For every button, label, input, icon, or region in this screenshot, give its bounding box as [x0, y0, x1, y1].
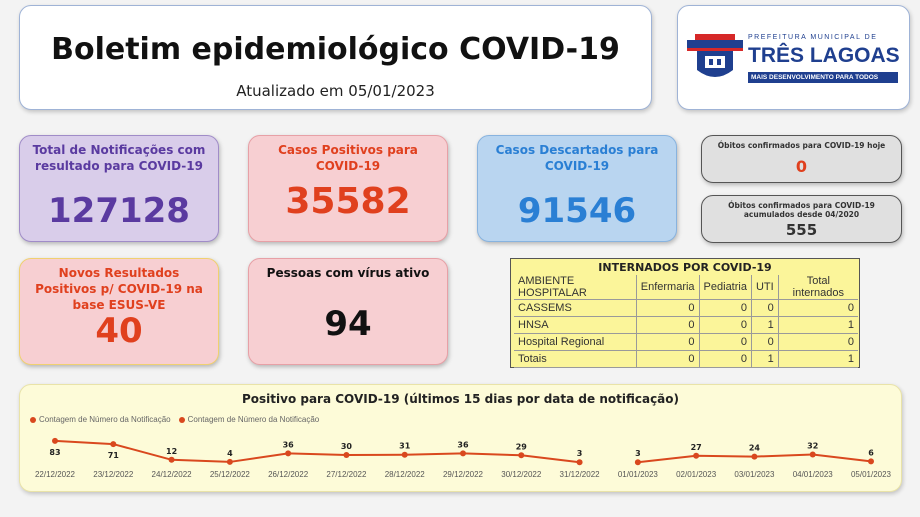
card-total-notificacoes	[19, 135, 219, 242]
col-header: UTI	[751, 275, 778, 300]
table-cell: 0	[699, 351, 751, 368]
data-point[interactable]	[810, 451, 816, 457]
col-header: AMBIENTE HOSPITALAR	[514, 275, 636, 300]
header-panel	[19, 5, 652, 110]
table-cell: 0	[699, 300, 751, 317]
data-point[interactable]	[635, 459, 641, 465]
card-virus-ativo	[248, 258, 448, 365]
table-cell: 0	[699, 334, 751, 351]
data-label: 36	[457, 440, 469, 450]
data-point[interactable]	[402, 452, 408, 458]
card-value: 127128	[48, 191, 190, 231]
data-label: 36	[282, 440, 294, 450]
table-cell: 0	[778, 334, 858, 351]
table-cell: Totais	[514, 351, 636, 368]
x-tick-label: 25/12/2022	[209, 470, 250, 479]
table-cell: 0	[636, 300, 699, 317]
table-cell: 0	[751, 300, 778, 317]
data-label: 27	[690, 442, 702, 452]
table-row	[514, 317, 858, 334]
line-chart	[20, 385, 901, 491]
table-cell: 0	[699, 317, 751, 334]
data-label: 71	[107, 451, 119, 461]
x-tick-label: 22/12/2022	[34, 470, 76, 479]
x-tick-label: 23/12/2022	[93, 470, 134, 479]
col-header: Total internados	[778, 275, 858, 300]
data-point[interactable]	[518, 452, 524, 458]
card-casos-positivos	[248, 135, 448, 242]
chart-panel	[19, 384, 902, 492]
internados-table	[514, 275, 858, 368]
data-label: 24	[748, 443, 760, 453]
table-cell: 1	[751, 317, 778, 334]
x-tick-label: 01/01/2023	[617, 470, 658, 479]
x-tick-label: 31/12/2022	[559, 470, 600, 479]
page-title: Boletim epidemiológico COVID-19	[51, 32, 620, 67]
card-casos-descartados	[477, 135, 677, 242]
card-label: Pessoas com vírus ativo	[266, 266, 430, 280]
series-line	[55, 441, 580, 462]
table-cell: 0	[778, 300, 858, 317]
table-cell: CASSEMS	[514, 300, 636, 317]
table-row	[514, 334, 858, 351]
data-label: 30	[340, 442, 352, 451]
internados-panel	[510, 258, 860, 368]
x-tick-label: 30/12/2022	[501, 470, 542, 479]
legend-label: Contagem de Número da Notificação	[187, 415, 320, 424]
data-point[interactable]	[577, 459, 583, 465]
table-header-row	[514, 275, 858, 300]
card-value: 91546	[517, 191, 637, 231]
card-value: 94	[324, 304, 372, 344]
card-obitos-acumulados	[701, 195, 902, 243]
x-tick-label: 24/12/2022	[151, 470, 192, 479]
data-label: 12	[166, 446, 178, 456]
table-cell: 1	[778, 351, 858, 368]
updated-date: Atualizado em 05/01/2023	[236, 82, 435, 100]
data-point[interactable]	[169, 457, 175, 463]
x-tick-label: 26/12/2022	[268, 470, 309, 479]
x-tick-label: 29/12/2022	[442, 470, 484, 479]
x-tick-label: 04/01/2023	[792, 470, 833, 479]
col-header: Enfermaria	[636, 275, 699, 300]
card-label: Novos Resultados Positivos p/ COVID-19 na base ESUS-VE	[35, 266, 203, 312]
card-label: Óbitos confirmados para COVID-19 hoje	[717, 141, 886, 150]
legend-label: Contagem de Número da Notificação	[39, 415, 171, 424]
logo-line1: PREFEITURA MUNICIPAL DE	[748, 34, 878, 41]
city-crest-icon	[687, 34, 743, 84]
data-label: 3	[576, 449, 583, 459]
card-label: Óbitos confirmados para COVID-19 acumulados desde 04/2020	[728, 201, 875, 219]
data-label: 4	[227, 448, 233, 458]
data-label: 31	[399, 441, 411, 451]
data-point[interactable]	[110, 441, 116, 447]
data-label: 32	[807, 441, 819, 451]
data-point[interactable]	[343, 452, 349, 458]
card-label: Total de Notificações com resultado para COVID-19	[32, 143, 206, 173]
x-tick-label: 03/01/2023	[734, 470, 775, 479]
table-cell: 0	[636, 334, 699, 351]
table-cell: 0	[636, 351, 699, 368]
card-value: 40	[95, 311, 143, 351]
card-label: Casos Positivos para COVID-19	[278, 143, 418, 173]
card-value: 35582	[285, 181, 411, 222]
data-point[interactable]	[751, 454, 757, 460]
data-point[interactable]	[52, 438, 58, 444]
data-point[interactable]	[285, 450, 291, 456]
card-value: 555	[785, 221, 818, 239]
internados-title: INTERNADOS POR COVID-19	[598, 261, 772, 274]
table-cell: 1	[778, 317, 858, 334]
data-label: 83	[49, 447, 61, 457]
data-label: 6	[868, 448, 874, 458]
table-row	[514, 300, 858, 317]
table-cell: 1	[751, 351, 778, 368]
card-obitos-hoje	[701, 135, 902, 183]
chart-title: Positivo para COVID-19 (últimos 15 dias por data de notificação)	[241, 392, 680, 406]
logo-line2: TRÊS LAGOAS	[748, 44, 900, 67]
data-point[interactable]	[227, 459, 233, 465]
data-label: 29	[515, 442, 527, 452]
data-point[interactable]	[868, 458, 874, 464]
table-cell: 0	[636, 317, 699, 334]
table-row-totals	[514, 351, 858, 368]
data-point[interactable]	[693, 453, 699, 459]
data-point[interactable]	[460, 450, 466, 456]
table-cell: Hospital Regional	[514, 334, 636, 351]
x-tick-label: 28/12/2022	[384, 470, 425, 479]
logo-line3: MAIS DESENVOLVIMENTO PARA TODOS	[748, 72, 898, 83]
x-tick-label: 27/12/2022	[326, 470, 367, 479]
card-label: Casos Descartados para COVID-19	[495, 143, 659, 173]
table-cell: 0	[751, 334, 778, 351]
x-tick-label: 05/01/2023	[850, 470, 892, 479]
card-value: 0	[795, 157, 808, 176]
table-cell: HNSA	[514, 317, 636, 334]
card-novos-positivos	[19, 258, 219, 365]
data-label: 3	[635, 449, 641, 459]
logo-panel	[677, 5, 910, 110]
x-tick-label: 02/01/2023	[676, 470, 717, 479]
col-header: Pediatria	[699, 275, 751, 300]
